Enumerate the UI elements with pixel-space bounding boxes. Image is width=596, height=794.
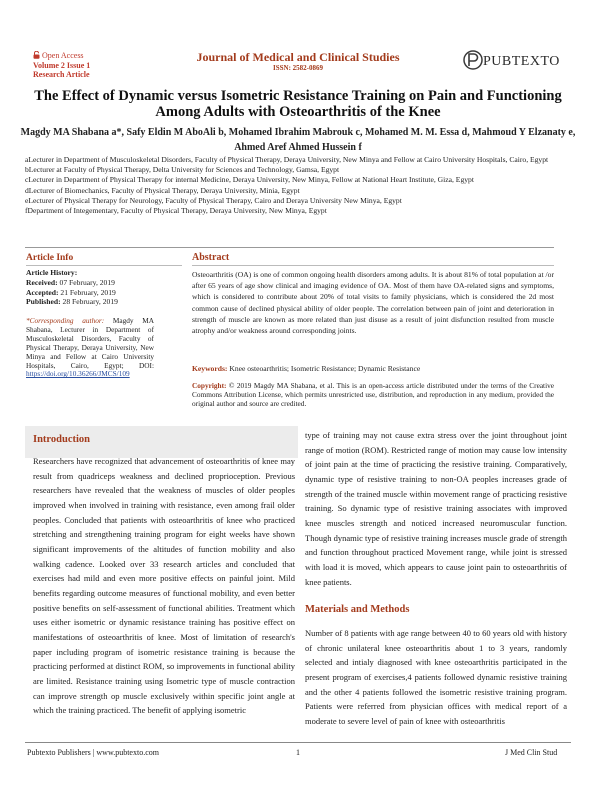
copyright-text: © 2019 Magdy MA Shabana, et al. This is an open-access article distributed under the terms of the Creative Commons Attribution License, which permits unrestricted use, distribution, and reproduction in any medium, provided the original author and source are credited. — [192, 381, 555, 408]
publisher-logo-icon — [463, 48, 483, 72]
authors-line-1: Magdy MA Shabana a*, Safy Eldin M AboAli b, Mohamed Ibrahim Mabrouk c, Mohamed M. M. Essa d, Mahmoud Y Elzanaty e, — [20, 127, 576, 138]
introduction-col2: type of training may not cause extra stress over the joint throughout joint range of motion (ROM). Restricted range of motion may cause low intensity of joint pain at the time of practicing the resistive training. Comparatively, dynamic type of resistive training to non-OA peoples increases grade of strength of the trained muscle within movement range of practicing resistive training. So dynamic type of resistive training associates with improved knee muscles strength and noticed increased neuromuscular function. Though dynamic type of resistive training increases muscle grade of strength and function throughout practiced Movement range, while joint is stressed with load it is moved, which appears to cause joint pain to osteoarthritis of knee patients. — [305, 430, 568, 587]
accepted-date: 21 February, 2019 — [60, 287, 116, 297]
open-access-label: Open Access — [42, 51, 84, 60]
introduction-col1: Researchers have recognized that advancement of osteoarthritis of knee may result from quadriceps weakness and declined proprioception. Previous researchers have revealed that the weakness of muscles of older peoples improved when involved in training with resistance, even among frail older peoples. Concluded that patients with osteoarthritis of knee who practiced stretching and strengthening training program for eight weeks have shown significant improvements of the altitudes of function mobility and also walking cadence. Looked over 33 research articles and concluded that exercises had mild and even more positive effects on painful joint. Mild benefits regarding outcome measures of functional mobility, and even better positive benefits on self-assessment of functional abilities. Treatment which uses either isometric or dynamic resistance training has positive effect on manifestations of osteoarthritis of knee. Most of limitation of research's paper including program of isometric resistance training is because the practicing performed at distinct ROM, so improvements in functional ability are limited. Resistance training using Isometric type of muscle contraction can improve strength op muscle exclusively within specific joint angle at which the training practiced. The benefit of applying isometric — [33, 456, 295, 716]
volume-issue: Volume 2 Issue 1 — [33, 60, 91, 70]
history-label: Article History: — [26, 268, 78, 277]
footer-journal-abbrev: J Med Clin Stud — [505, 748, 558, 757]
affiliation-b: bLecturer at Faculty of Physical Therapy, Delta University for Sciences and Technology, Gamsa, Egypt — [25, 165, 340, 175]
received-date: 07 February, 2019 — [59, 277, 115, 287]
published-date: 28 February, 2019 — [62, 297, 118, 307]
issn: ISSN: 2582-0869 — [273, 64, 323, 72]
affiliation-f: fDepartment of Integementary, Faculty of Physical Therapy, Deraya University, New Minya, Egypt — [25, 206, 327, 216]
keywords-label: Keywords: — [192, 364, 228, 373]
copyright-label: Copyright: — [192, 381, 227, 390]
paper-title: The Effect of Dynamic versus Isometric Resistance Training on Pain and Functioning Among Adults with Osteoarthritis of the Knee — [34, 88, 562, 120]
corr-text: Magdy MA Shabana, Lecturer in Department of Musculoskeletal Disorders, Faculty of Physical Therapy, Deraya University, New Minya and Fellow at Cairo University Hospitals, Cairo, Egypt; DOI: — [26, 316, 154, 370]
divider — [26, 265, 182, 266]
copyright — [192, 382, 554, 409]
footer-publisher: Pubtexto Publishers | www.pubtexto.com — [27, 748, 159, 757]
publisher-logo-text: PUBTEXTO — [483, 54, 560, 69]
corr-label: *Corresponding author: — [26, 316, 105, 325]
journal-title: Journal of Medical and Clinical Studies — [196, 50, 400, 64]
article-type: Research Article — [33, 70, 90, 79]
affiliation-c: cLecturer in Department of Physical Therapy for internal Medicine, Deraya University, New Minya, Fellow at National Heart Institute, Giza, Egypt — [25, 175, 474, 185]
doi-link[interactable]: https://doi.org/10.36266/JMCS/109 — [26, 369, 130, 379]
keywords — [192, 364, 554, 373]
abstract-body: Osteoarthritis (OA) is one of common ongoing health disorders among adults. It is about 81% of total population at /or after 65 years of age show clinical and imaging evidence of OA. Most of them have OA-related signs and symptoms, which is considered to contribute about 20% of total visits to family physicians, which is considered the 2d most common cause of declined physical ability of older people. The correlation between pain of joint and deterioration in strength of muscle are known as more related than just disuse as a result of joint disfunction resulted from muscle atrophy and/or weakness around corresponding joints. — [192, 270, 554, 336]
published-label: Published: — [26, 297, 61, 307]
article-history — [26, 268, 186, 307]
corresponding-author — [26, 317, 154, 379]
affiliation-e: eLecturer of Physical Therapy for Neurology, Faculty of Physical Therapy, Cairo and Deraya University New Minya, Egypt — [25, 195, 402, 205]
accepted-label: Accepted: — [26, 287, 59, 297]
received-label: Received: — [26, 277, 58, 287]
affiliation-d: dLecturer of Biomechanics, Faculty of Physical Therapy, Deraya University, Minia, Egypt — [25, 185, 300, 195]
divider — [192, 265, 554, 266]
affiliation-a: aLecturer in Department of Musculoskeletal Disorders, Faculty of Physical Therapy, Deraya University, New Minya and Fellow at Cairo University Hospitals, Cairo, Egypt — [25, 155, 549, 164]
footer-divider — [25, 742, 571, 743]
introduction-heading: Introduction — [33, 434, 90, 445]
methods-body: Number of 8 patients with age range between 40 to 60 years old with history of chronic unilateral knee osteoarthritis about 1 to 3 years, randomly selected and intialy diagnosed with knee osteoarthritis participated in the present program of exercises,4 patients followed dynamic resistive training and the other 4 patients followed the isometric resistive training program. Patients were referred from physician offices with medical report of a moderate to severe level of pain of knee with osteoarthritis — [305, 628, 567, 726]
abstract-heading: Abstract — [192, 252, 230, 263]
article-info-heading: Article Info — [26, 253, 74, 263]
authors — [20, 125, 576, 155]
page-number: 1 — [296, 748, 300, 757]
affiliations — [25, 155, 571, 216]
methods-heading: Materials and Methods — [305, 604, 410, 615]
keywords-text: Knee osteoarthritis; Isometric Resistance; Dynamic Resistance — [229, 364, 421, 373]
authors-line-2: Ahmed Aref Ahmed Hussein f — [234, 142, 362, 153]
divider — [25, 247, 554, 248]
